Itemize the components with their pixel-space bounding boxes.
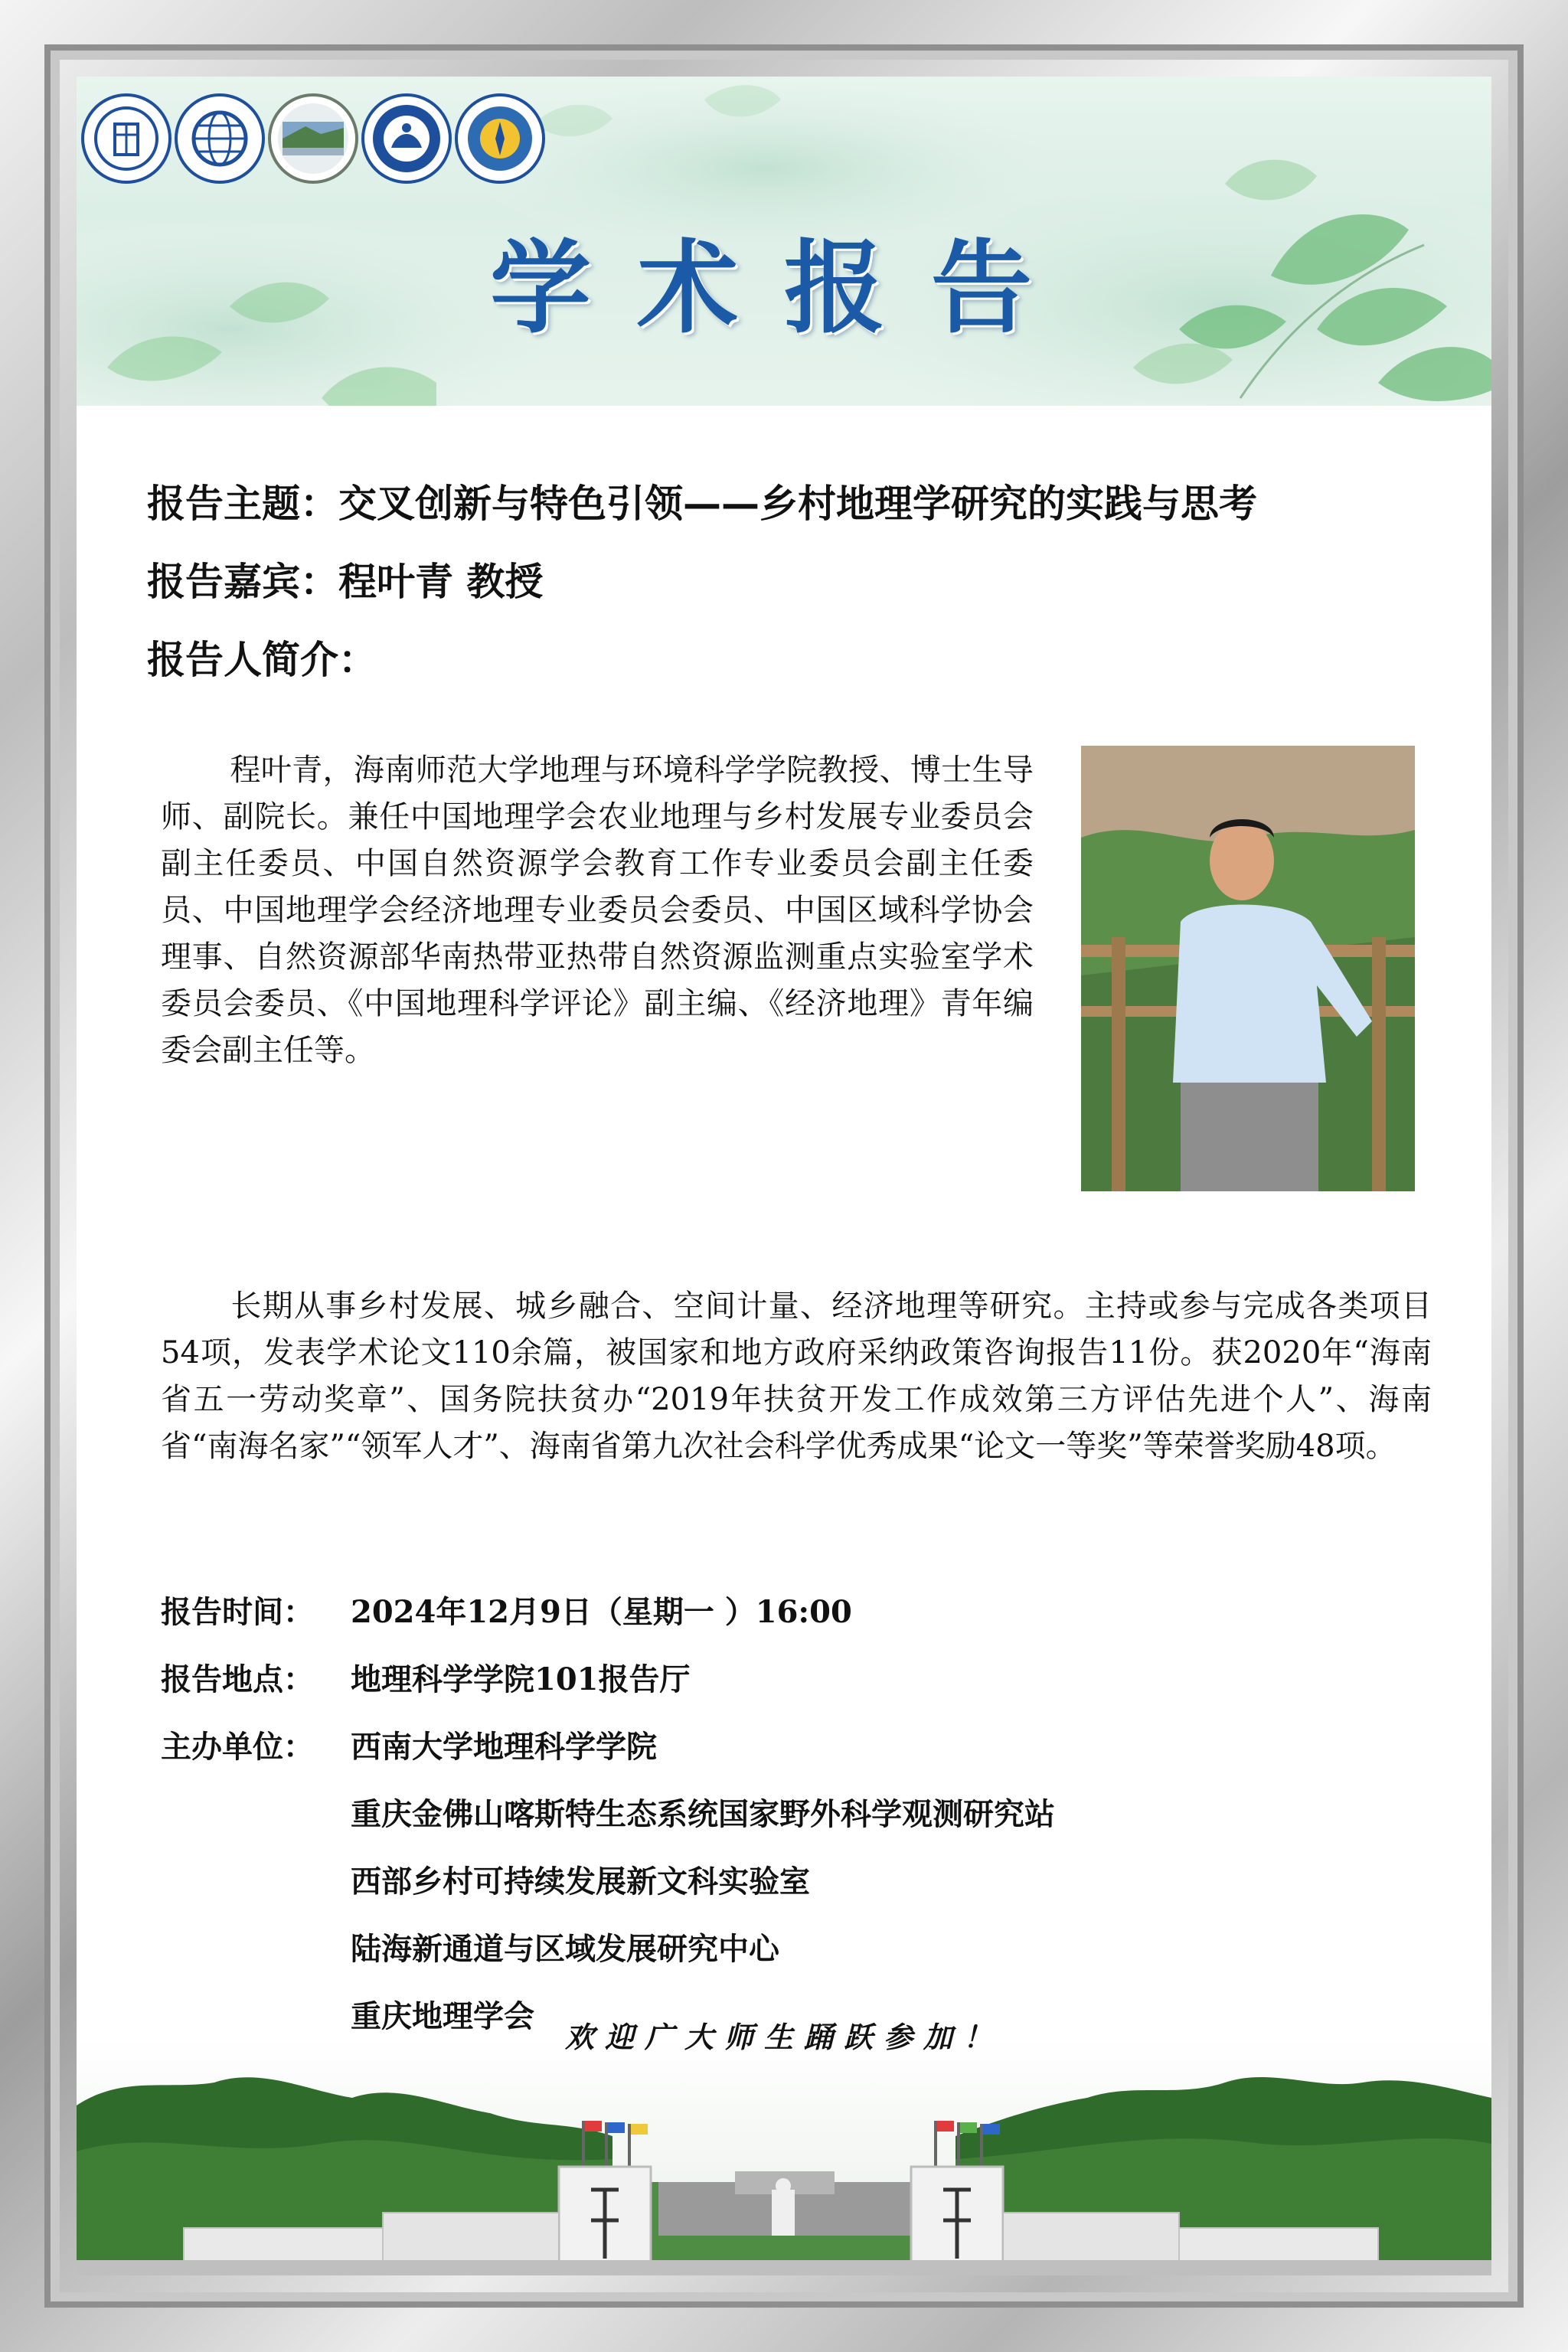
university-emblem-icon [92, 104, 161, 173]
welcome-message: 欢迎广大师生踊跃参加！ [564, 2020, 1003, 2054]
host-2: 重庆金佛山喀斯特生态系统国家野外科学观测研究站 [351, 1796, 1055, 1832]
landscape-icon [275, 100, 351, 177]
host-row [161, 1713, 1055, 1781]
bio-paragraph-1 [161, 747, 1034, 1074]
host-5: 重庆地理学会 [351, 1998, 534, 2034]
time-row [161, 1579, 1055, 1646]
speaker-photo [1081, 746, 1415, 1191]
host-1: 西南大学地理科学学院 [351, 1729, 657, 1765]
speaker-portrait [1081, 746, 1415, 1191]
place-label: 报告地点： [161, 1661, 314, 1697]
place-row [161, 1646, 1055, 1713]
guest-line [147, 551, 543, 606]
event-details [161, 1579, 1055, 2050]
geography-society-logo [175, 93, 265, 184]
field-station-logo [268, 93, 358, 184]
bio-paragraph-2 [161, 1283, 1432, 1470]
guest-label: 报告嘉宾： [147, 560, 338, 604]
page-title: 学术报告 [490, 229, 1078, 348]
southwest-university-logo [81, 93, 172, 184]
bio-paragraph-1-text: 程叶青，海南师范大学地理与环境科学学院教授、博士生导师、副院长。兼任中国地理学会农业地理与乡村发展专业委员会副主任委员、中国自然资源学会教育工作专业委员会副主任委员、中国地理学会经济地理专业委员会委员、中国区域科学协会理事、自然资源部华南热带亚热带自然资源监测重点实验室学术委员会委员、《中国地理科学评论》副主编、《经济地理》青年编委会副主任等。 [161, 753, 1034, 1068]
host-3: 西部乡村可持续发展新文科实验室 [351, 1864, 810, 1900]
guest-value: 程叶青 教授 [338, 560, 544, 604]
chongqing-geography-society-logo [455, 93, 545, 184]
bio-paragraph-2-text: 长期从事乡村发展、城乡融合、空间计量、经济地理等研究。主持或参与完成各类项目54项，发表学术论文110余篇，被国家和地方政府采纳政策咨询报告11份。获2020年“海南省五一劳动奖章”、国务院扶贫办“2019年扶贫开发工作成效第三方评估先进个人”、海南省“南海名家”“领军人才”、海南省第九次社会科学优秀成果“论文一等奖”等荣誉奖励48项。 [161, 1289, 1432, 1464]
poster [77, 77, 1491, 2275]
time-label: 报告时间： [161, 1594, 314, 1630]
time-value: 2024年12月9日（星期一 ）16:00 [351, 1594, 852, 1630]
globe-icon [185, 104, 254, 173]
campus-scene [77, 2037, 1491, 2275]
topic-line [147, 473, 1257, 528]
lab-emblem-icon [370, 102, 443, 175]
host-label: 主办单位： [161, 1729, 314, 1765]
topic-value: 交叉创新与特色引领——乡村地理学研究的实践与思考 [338, 482, 1257, 526]
compass-icon [463, 102, 537, 175]
host-4: 陆海新通道与区域发展研究中心 [351, 1931, 779, 1967]
topic-label: 报告主题： [147, 482, 338, 526]
logo-row [81, 93, 545, 184]
intro-heading: 报告人简介： [147, 638, 377, 682]
place-value: 地理科学学院101报告厅 [351, 1661, 691, 1697]
campus-gate-image [77, 2037, 1491, 2275]
rural-lab-logo [361, 93, 452, 184]
header-banner [77, 77, 1491, 406]
